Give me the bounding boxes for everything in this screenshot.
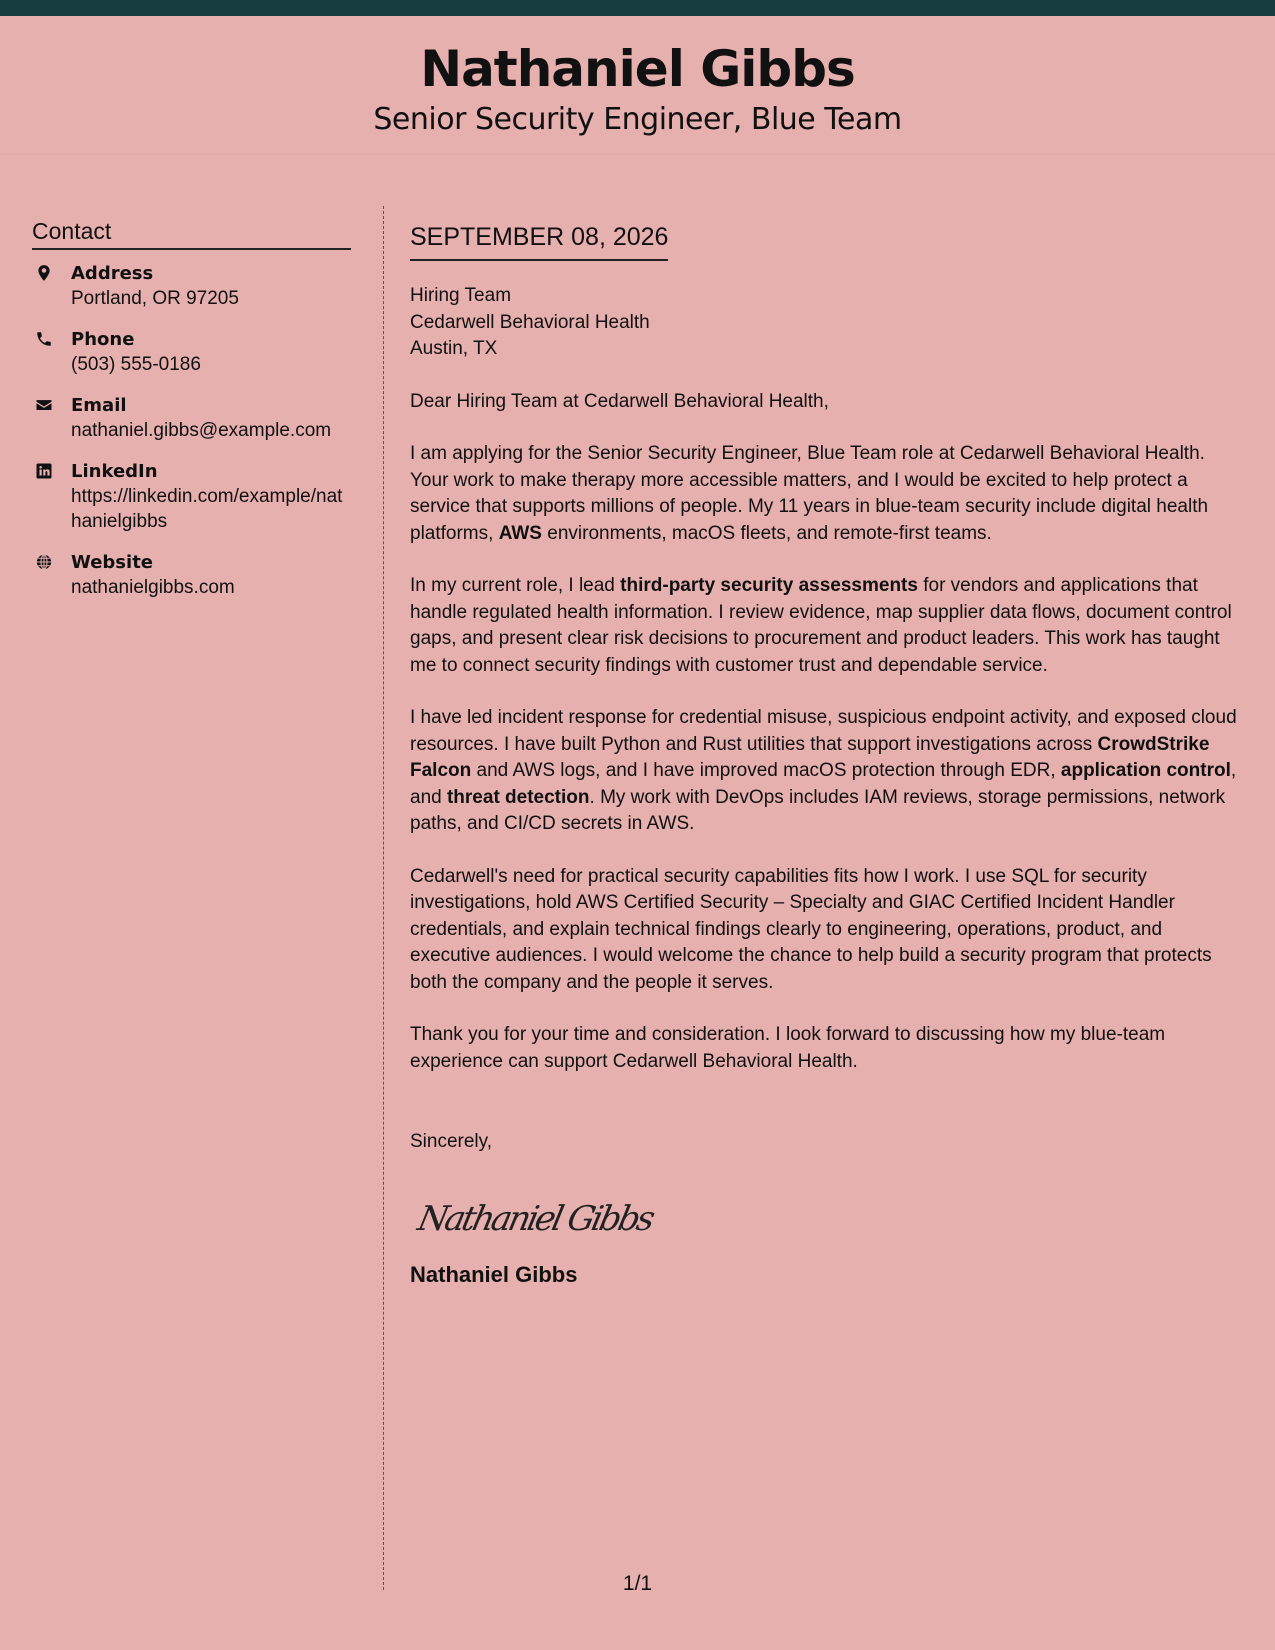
website-value[interactable]: nathanielgibbs.com: [71, 577, 235, 598]
text-run: In my current role, I lead: [410, 575, 621, 596]
handwritten-signature: [414, 1184, 674, 1246]
text-run: for vendors and applications that handle regulated health information. I review evidence, map supplier data flows, document control gaps, and present clear risk decisions to procurement and product leaders. This work has taught me to connect security findings with customer trust and dependable service.: [410, 575, 1232, 676]
contact-label: Website: [71, 552, 154, 573]
signature-image: [414, 1184, 1242, 1246]
paragraph-fit: Cedarwell's need for practical security capabilities fits how I work. I use SQL for security investigations, hold AWS Certified Security – Specialty and GIAC Certified Incident Handler credentials, and explain technical findings clearly to engineering, operations, product, and executive audiences. I would welcome the chance to help build a security program that protects both the company and the people it serves.: [410, 865, 1212, 993]
closing: Sincerely,: [410, 1131, 493, 1152]
text-run: , and: [410, 760, 1237, 808]
highlight-term: AWS: [498, 522, 542, 544]
job-title: Senior Security Engineer, Blue Team: [373, 102, 902, 137]
recipient-line: Hiring Team: [410, 285, 512, 306]
contact-label: Email: [71, 395, 127, 416]
highlight-term: application control: [1060, 760, 1231, 781]
contact-label: LinkedIn: [71, 461, 158, 482]
contact-label: Address: [71, 263, 154, 284]
letter-date: SEPTEMBER 08, 2026: [410, 222, 668, 261]
text-run: . My work with DevOps includes IAM reviews, storage permissions, network paths, and CI/CD secrets in AWS.: [410, 786, 1226, 834]
map-pin-icon: [35, 264, 53, 282]
recipient-line: Cedarwell Behavioral Health: [410, 311, 650, 333]
recipient-line: Austin, TX: [410, 338, 498, 359]
contact-email: [32, 394, 351, 443]
contact-phone: [32, 328, 351, 377]
top-accent-bar: [0, 0, 1275, 16]
text-run: I am applying for the Senior Security Engineer, Blue Team role at Cedarwell Behavioral Health. Your work to make therapy more accessible matters, and I would be excited to help protect a service that supports millions of people. My 11 years in blue-team security include digital health platforms,: [410, 443, 1209, 544]
phone-value: (503) 555-0186: [71, 354, 201, 375]
paragraph-incident-response: [410, 705, 1242, 838]
contact-sidebar: [32, 216, 351, 617]
contact-address: [32, 262, 351, 311]
address-value: Portland, OR 97205: [71, 288, 239, 309]
header: [0, 16, 1275, 155]
highlight-term: threat detection: [446, 786, 590, 808]
highlight-term: CrowdStrike Falcon: [410, 733, 1210, 781]
paragraph-intro: [410, 441, 1242, 547]
page-number: 1/1: [622, 1572, 653, 1595]
paragraph-current-role: [410, 573, 1242, 679]
phone-icon: [35, 330, 53, 348]
salutation: Dear Hiring Team at Cedarwell Behavioral Health,: [410, 390, 829, 412]
text-run: environments, macOS fleets, and remote-first teams.: [541, 522, 992, 544]
linkedin-icon: [35, 462, 53, 480]
signature-text: Nathaniel Gibbs: [414, 1198, 659, 1239]
contact-label: Phone: [71, 329, 135, 350]
paragraph-thanks: Thank you for your time and consideration. I look forward to discussing how my blue-team experience can support Cedarwell Behavioral Health.: [410, 1024, 1166, 1072]
contact-linkedin: [32, 460, 351, 534]
contact-website: [32, 551, 351, 600]
text-run: and AWS logs, and I have improved macOS protection through EDR,: [471, 760, 1061, 781]
recipient-block: [410, 283, 1242, 363]
column-divider: [383, 206, 384, 1590]
contact-heading: Contact: [32, 216, 351, 250]
page-title: Nathaniel Gibbs: [420, 40, 855, 98]
globe-icon: [35, 553, 53, 571]
linkedin-value[interactable]: https://linkedin.com/example/nathanielgibbs: [71, 486, 343, 532]
text-run: I have led incident response for credential misuse, suspicious endpoint activity, and exposed cloud resources. I have built Python and Rust utilities that support investigations across: [410, 707, 1237, 755]
highlight-term: third-party security assessments: [620, 575, 918, 596]
email-value[interactable]: nathaniel.gibbs@example.com: [71, 420, 332, 441]
envelope-icon: [35, 396, 53, 414]
signer-name: Nathaniel Gibbs: [410, 1261, 578, 1287]
letter-body: [410, 222, 1242, 1290]
